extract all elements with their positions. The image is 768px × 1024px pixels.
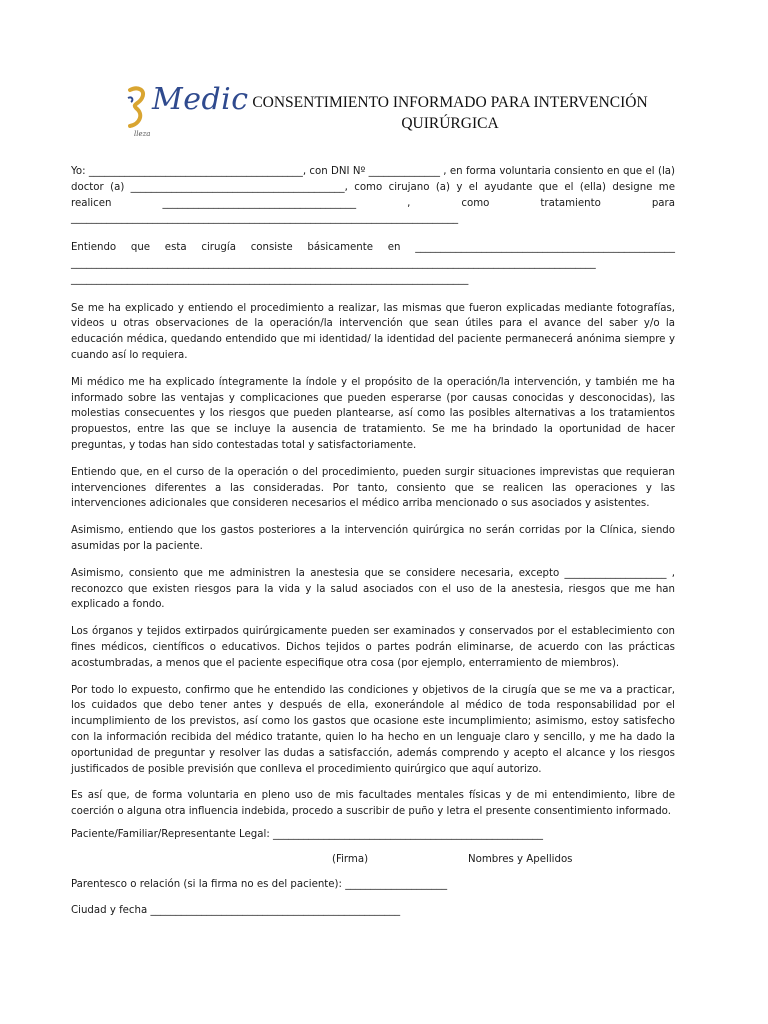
clinic-logo: [122, 72, 249, 150]
relationship-line: Parentesco o relación (si la firma no es del paciente): ____________________: [71, 879, 448, 890]
paragraph-surgery-description: Entiendo que esta cirugía consiste básicamente en ___________________________________________________ _______________________________________________________________________________________________________ ______________________________________________________________________________: [71, 242, 675, 285]
paragraph-voluntary: Es así que, de forma voluntaria en pleno uso de mis facultades mentales físicas y de mi entendimiento, libre de coerción o alguna otra influencia indebida, procedo a suscribir de puño y letra el presente consentimiento informado.: [71, 790, 675, 818]
logo-brand-text: Medic: [152, 82, 249, 117]
logo-emblem-icon: [122, 84, 156, 134]
paragraph-explanation: Se me ha explicado y entiendo el procedimiento a realizar, las mismas que fueron explicadas mediante fotografías, videos u otras observaciones de la operación/la intervención que sean útiles para el avance del saber y/o la educación médica, quedando entendido que mi identidad/ la identidad del paciente permanecerá anónima siempre y cuando así lo requiera.: [71, 302, 675, 361]
representative-signature-line: Paciente/Familiar/Representante Legal: _____________________________________________________: [71, 829, 543, 840]
paragraph-tissues: Los órganos y tejidos extirpados quirúrgicamente pueden ser examinados y conservados por el establecimiento con fines médicos, científicos o educativos. Dichos tejidos o partes podrán eliminarse, de acuerdo con las prácticas acostumbradas, a menos que el paciente especifique otra cosa (por ejemplo, enterramiento de miembros).: [71, 626, 675, 669]
paragraph-identity: Yo: __________________________________________, con DNI Nº ______________ , en forma voluntaria consiento en que el (la) doctor (a) __________________________________________, como cirujano (a) y el ayudante que el (ella) designe me realicen ______________________________________ , como tratamiento para ____________________________________________________________________________: [71, 166, 675, 225]
document-title: CONSENTIMIENTO INFORMADO PARA INTERVENCIÓN QUIRÚRGICA: [252, 94, 648, 132]
document-body: [71, 164, 675, 831]
paragraph-unforeseen: Entiendo que, en el curso de la operación o del procedimiento, pueden surgir situaciones imprevistas que requieran intervenciones diferentes a las consideradas. Por tanto, consiento que se realicen las operaciones y las intervenciones adicionales que consideren necesarios el médico arriba mencionado o sus asociados y asistentes.: [71, 466, 675, 510]
firma-label: (Firma): [332, 854, 369, 865]
logo-tagline: lleza: [134, 130, 151, 138]
nombres-label: Nombres y Apellidos: [468, 854, 573, 865]
paragraph-confirmation: Por todo lo expuesto, confirmo que he entendido las condiciones y objetivos de la cirugía que se me va a practicar, los cuidados que debo tener antes y después de ella, exonerándole al médico de toda responsabilidad por el incumplimiento de los previstos, así como los gastos que ocasione este incumplimiento; asimismo, estoy satisfecho con la información recibida del médico tratante, quien lo ha hecho en un lenguaje claro y sencillo, y me ha dado la oportunidad de preguntar y resolver las dudas a satisfacción, además comprendo y acepto el alcance y los riesgos justificados de posible previsión que conlleva el procedimiento quirúrgico que aquí autorizo.: [71, 684, 675, 775]
city-date-line: Ciudad y fecha _________________________________________________: [71, 905, 401, 916]
paragraph-anesthesia: Asimismo, consiento que me administren la anestesia que se considere necesaria, excepto ____________________ , reconozco que existen riesgos para la vida y la salud asociados con el uso de la anestesia, riesgos que me han explicado a fondo.: [71, 567, 675, 611]
paragraph-risks: Mi médico me ha explicado íntegramente la índole y el propósito de la operación/la intervención, y también me ha informado sobre las ventajas y complicaciones que pueden esperarse (por causas conocidas y desconocidas), las molestias consecuentes y los riesgos que pueden plantearse, así como las posibles alternativas a los tratamientos propuestos, entre las que se incluye la ausencia de tratamiento. Se me ha brindado la oportunidad de hacer preguntas, y todas han sido contestadas total y satisfactoriamente.: [71, 376, 675, 451]
paragraph-costs: Asimismo, entiendo que los gastos posteriores a la intervención quirúrgica no serán corridas por la Clínica, siendo asumidas por la paciente.: [71, 525, 675, 552]
